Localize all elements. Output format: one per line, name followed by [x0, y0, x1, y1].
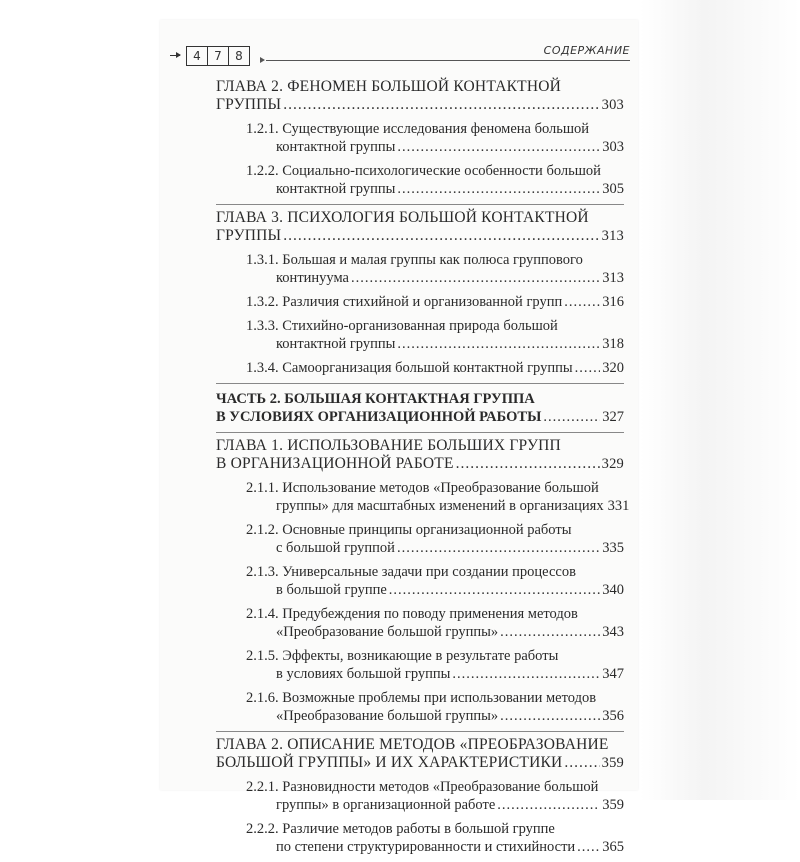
toc-entry-leader-line [246, 796, 624, 814]
dot-leader [283, 227, 599, 245]
toc-entry-title-continuation: с большой группой [276, 540, 395, 556]
arrow-right-icon [170, 55, 180, 56]
toc-entry-leader-line [246, 335, 624, 353]
section-title: СОДЕРЖАНИЕ [540, 44, 630, 57]
toc-entry [246, 605, 624, 641]
dot-leader [500, 623, 600, 641]
toc-entry-leader-line [246, 180, 624, 198]
toc-entry [246, 778, 624, 814]
toc-entry-title-line: 1.2.1. Существующие исследования феномена большой [246, 121, 590, 137]
toc-entry-title-continuation: континуума [276, 270, 349, 286]
table-of-contents [216, 78, 630, 862]
toc-entry-title-continuation: БОЛЬШОЙ ГРУППЫ» И ИХ ХАРАКТЕРИСТИКИ [216, 754, 563, 771]
toc-entry [216, 78, 624, 114]
toc-entry-title-line: ЧАСТЬ 2. БОЛЬШАЯ КОНТАКТНАЯ ГРУППА [216, 391, 535, 407]
toc-entry-title-continuation: по степени структурированности и стихийности [276, 839, 576, 855]
page-number-box [186, 46, 250, 66]
toc-entry [246, 479, 630, 515]
toc-page-number: 316 [602, 294, 624, 310]
dot-leader [452, 665, 600, 683]
toc-entry-title-line: 2.2.1. Разновидности методов «Преобразование большой [246, 779, 599, 795]
toc-entry-title-continuation: ГРУППЫ [216, 227, 282, 244]
toc-entry [246, 317, 624, 353]
toc-entry-title-continuation: «Преобразование большой группы» [276, 624, 499, 640]
toc-entry [246, 251, 624, 287]
dot-leader [564, 293, 600, 311]
toc-page-number: 359 [601, 755, 624, 771]
toc-page-number: 359 [602, 797, 624, 813]
dot-leader [564, 754, 599, 772]
toc-page-number: 331 [607, 498, 630, 514]
page-digit: 8 [228, 47, 249, 65]
toc-entry-title-line: ГЛАВА 2. ФЕНОМЕН БОЛЬШОЙ КОНТАКТНОЙ [216, 78, 561, 95]
toc-entry-leader-line [246, 539, 624, 557]
toc-entry [246, 120, 624, 156]
toc-entry-title-line: 1.3.1. Большая и малая группы как полюса группового [246, 252, 583, 268]
toc-entry-title-line: ГЛАВА 2. ОПИСАНИЕ МЕТОДОВ «ПРЕОБРАЗОВАНИЕ [216, 736, 609, 753]
toc-entry-leader-line [216, 96, 624, 114]
toc-entry-title-continuation: группы» для масштабных изменений в организациях [276, 498, 604, 514]
header-rule [266, 60, 630, 61]
page-digit: 7 [207, 47, 228, 65]
toc-entry-title-continuation: контактной группы [276, 139, 396, 155]
toc-entry [216, 204, 624, 245]
running-header [170, 44, 630, 66]
toc-page-number: 313 [601, 228, 624, 244]
dot-leader [500, 707, 600, 725]
dot-leader [497, 796, 600, 814]
dot-leader [397, 180, 600, 198]
dot-leader [577, 838, 600, 856]
dot-leader [283, 96, 599, 114]
toc-entry-leader-line [246, 665, 624, 683]
toc-page-number: 320 [602, 360, 624, 376]
toc-entry [246, 647, 624, 683]
toc-entry-leader-line [246, 359, 624, 377]
toc-entry [246, 820, 624, 856]
toc-page-number: 340 [602, 582, 624, 598]
dot-leader [351, 269, 600, 287]
toc-entry [216, 432, 624, 473]
toc-entry-title-continuation: группы» в организационной работе [276, 797, 496, 813]
toc-entry-leader-line [246, 269, 624, 287]
page-digit: 4 [193, 49, 201, 63]
toc-entry-title-continuation: «Преобразование большой группы» [276, 708, 499, 724]
toc-entry [246, 359, 624, 377]
dot-leader [397, 138, 600, 156]
toc-page-number: 305 [602, 181, 624, 197]
toc-entry-title-line: 2.1.4. Предубеждения по поводу применения методов [246, 606, 578, 622]
toc-entry-title-continuation: в большой группе [276, 582, 387, 598]
toc-entry-title-line: 2.1.2. Основные принципы организационной работы [246, 522, 572, 538]
toc-entry-title-continuation: 1.3.4. Самоорганизация большой контактной группы [246, 360, 573, 376]
toc-entry-title-continuation: контактной группы [276, 336, 396, 352]
toc-entry-leader-line [216, 754, 624, 772]
toc-entry-title-continuation: ГРУППЫ [216, 96, 282, 113]
toc-entry [216, 383, 624, 426]
toc-entry-leader-line [246, 581, 624, 599]
toc-page-number: 343 [602, 624, 624, 640]
toc-entry-leader-line [246, 623, 624, 641]
toc-entry-leader-line [216, 408, 624, 426]
toc-entry-leader-line [246, 497, 630, 515]
dot-leader [397, 539, 600, 557]
toc-page-number: 313 [602, 270, 624, 286]
toc-entry-title-line: ГЛАВА 3. ПСИХОЛОГИЯ БОЛЬШОЙ КОНТАКТНОЙ [216, 209, 589, 226]
toc-entry-leader-line [216, 227, 624, 245]
toc-entry [216, 731, 624, 772]
toc-entry [246, 563, 624, 599]
toc-entry-title-continuation: В УСЛОВИЯХ ОРГАНИЗАЦИОННОЙ РАБОТЫ [216, 409, 542, 425]
toc-entry-title-line: 1.2.2. Социально-психологические особенности большой [246, 163, 601, 179]
toc-entry [246, 162, 624, 198]
toc-page-number: 303 [601, 97, 624, 113]
toc-entry-title-continuation: контактной группы [276, 181, 396, 197]
toc-entry-title-line: 2.1.3. Универсальные задачи при создании процессов [246, 564, 576, 580]
toc-page-number: 347 [602, 666, 624, 682]
toc-entry-leader-line [246, 293, 624, 311]
toc-entry-title-continuation: 1.3.2. Различия стихийной и организованной групп [246, 294, 563, 310]
toc-page-number: 335 [602, 540, 624, 556]
book-page [160, 20, 638, 855]
page-edge-shadow [640, 0, 800, 800]
toc-entry-title-line: 2.1.5. Эффекты, возникающие в результате работы [246, 648, 559, 664]
toc-entry-title-line: 1.3.3. Стихийно-организованная природа большой [246, 318, 558, 334]
dot-leader [397, 335, 600, 353]
toc-entry-title-line: 2.1.6. Возможные проблемы при использовании методов [246, 690, 597, 706]
toc-entry-title-line: ГЛАВА 1. ИСПОЛЬЗОВАНИЕ БОЛЬШИХ ГРУПП [216, 437, 561, 454]
toc-entry-title-continuation: в условиях большой группы [276, 666, 451, 682]
toc-entry-title-continuation: В ОРГАНИЗАЦИОННОЙ РАБОТЕ [216, 455, 454, 472]
toc-entry-leader-line [246, 838, 624, 856]
toc-entry-title-line: 2.1.1. Использование методов «Преобразование большой [246, 480, 599, 496]
toc-entry-leader-line [216, 455, 624, 473]
toc-entry-leader-line [246, 138, 624, 156]
toc-entry-title-line: 2.2.2. Различие методов работы в большой группе [246, 821, 555, 837]
dot-leader [543, 408, 600, 426]
toc-page-number: 303 [602, 139, 624, 155]
toc-page-number: 329 [601, 456, 624, 472]
toc-entry [246, 293, 624, 311]
dot-leader [575, 359, 601, 377]
toc-page-number: 327 [602, 409, 624, 425]
toc-page-number: 318 [602, 336, 624, 352]
dot-leader [456, 455, 600, 473]
toc-page-number: 365 [602, 839, 624, 855]
toc-entry [246, 689, 624, 725]
toc-page-number: 356 [602, 708, 624, 724]
dot-leader [389, 581, 600, 599]
toc-entry-leader-line [246, 707, 624, 725]
toc-entry [246, 521, 624, 557]
